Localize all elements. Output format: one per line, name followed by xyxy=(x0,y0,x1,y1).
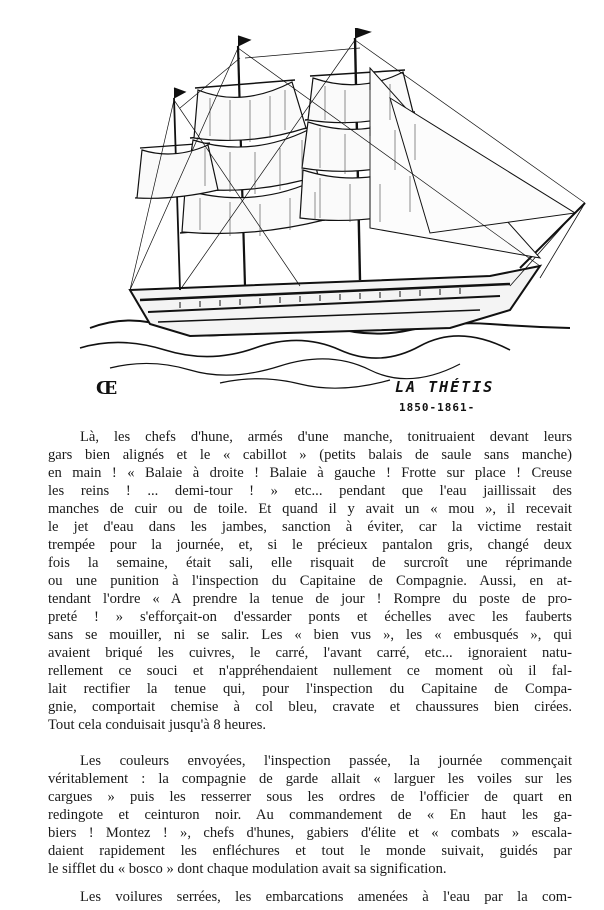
artist-monogram: Œ xyxy=(96,378,118,399)
text-line: daient rapidement les enfléchures et tout le monde suivait, guidés par xyxy=(48,843,572,859)
ship-years: 1850-1861- xyxy=(399,401,476,414)
paragraph-1 xyxy=(48,428,572,734)
text-line: avaient briqué les cuivres, le carré, l'avant carré, etc... ignoraient natu- xyxy=(48,645,572,661)
text-line: manches de cuir ou de toile. Et quand il y avait un « mou », il recevait xyxy=(48,501,572,517)
paragraph-2 xyxy=(48,752,572,878)
ship-name: LA THÉTIS xyxy=(395,378,495,396)
ship-illustration xyxy=(70,28,590,408)
paragraph-gap xyxy=(48,734,572,752)
paragraph-gap xyxy=(48,878,572,888)
text-line: fois la semaine, était sali, elle risquait de surcroît une réprimande xyxy=(48,555,572,571)
text-line: en main ! « Balaie à droite ! Balaie à gauche ! Frotte sur place ! Creuse xyxy=(48,465,572,481)
text-line: trempée pour la journée, et, si le précieux pantalon gris, changé deux xyxy=(48,537,572,553)
text-line: sans se mouiller, ni se salir. Les « bien vus », les « embusqués », qui xyxy=(48,627,572,643)
body-text xyxy=(48,428,572,906)
text-line: lait rectifier la tenue qui, pour l'inspection du Capitaine de Compa- xyxy=(48,681,572,697)
text-line: gars bien alignés et le « cabillot » (petits balais de saule sans manche) xyxy=(48,447,572,463)
text-line: tendant l'ordre « A prendre la tenue de jour ! Rompre du poste de pro- xyxy=(48,591,572,607)
text-line: Les voilures serrées, les embarcations amenées à l'eau par la com- xyxy=(80,889,572,905)
text-line: véritablement : la compagnie de garde allait « larguer les voiles sur les xyxy=(48,771,572,787)
text-line: gnie, comportait chemise à col bleu, cravate et chaussures bien cirées. xyxy=(48,699,572,715)
text-line: ou une punition à l'inspection du Capitaine de Compagnie. Aussi, en at- xyxy=(48,573,572,589)
text-line: Les couleurs envoyées, l'inspection passée, la journée commençait xyxy=(80,753,572,769)
paragraph-3 xyxy=(48,888,572,906)
text-line: preté ! » s'efforçait-on d'essarder ponts et échelles avec les fauberts xyxy=(48,609,572,625)
text-line: les reins ! ... demi-tour ! » etc... pendant que l'eau jaillissait des xyxy=(48,483,572,499)
text-line: cargues » puis les resserrer sous les ordres de l'officier de quart en xyxy=(48,789,572,805)
ship-drawing xyxy=(70,28,590,408)
text-line: le jet d'eau dans les jambes, sanction à éviter, car la victime restait xyxy=(48,519,572,535)
text-line: redingote et ceinturon noir. Au commandement de « En haut les ga- xyxy=(48,807,572,823)
text-line: biers ! Montez ! », chefs d'hunes, gabiers d'élite et « combats » escala- xyxy=(48,825,572,841)
text-line: rellement ce souci et n'appréhendaient nullement ce moment où il fal- xyxy=(48,663,572,679)
text-line: le sifflet du « bosco » dont chaque modulation avait sa signification. xyxy=(48,861,447,877)
illustration-caption xyxy=(395,378,595,414)
text-line: Tout cela conduisait jusqu'à 8 heures. xyxy=(48,717,267,733)
text-line: Là, les chefs d'hune, armés d'une manche, tonitruaient devant leurs xyxy=(80,429,572,445)
